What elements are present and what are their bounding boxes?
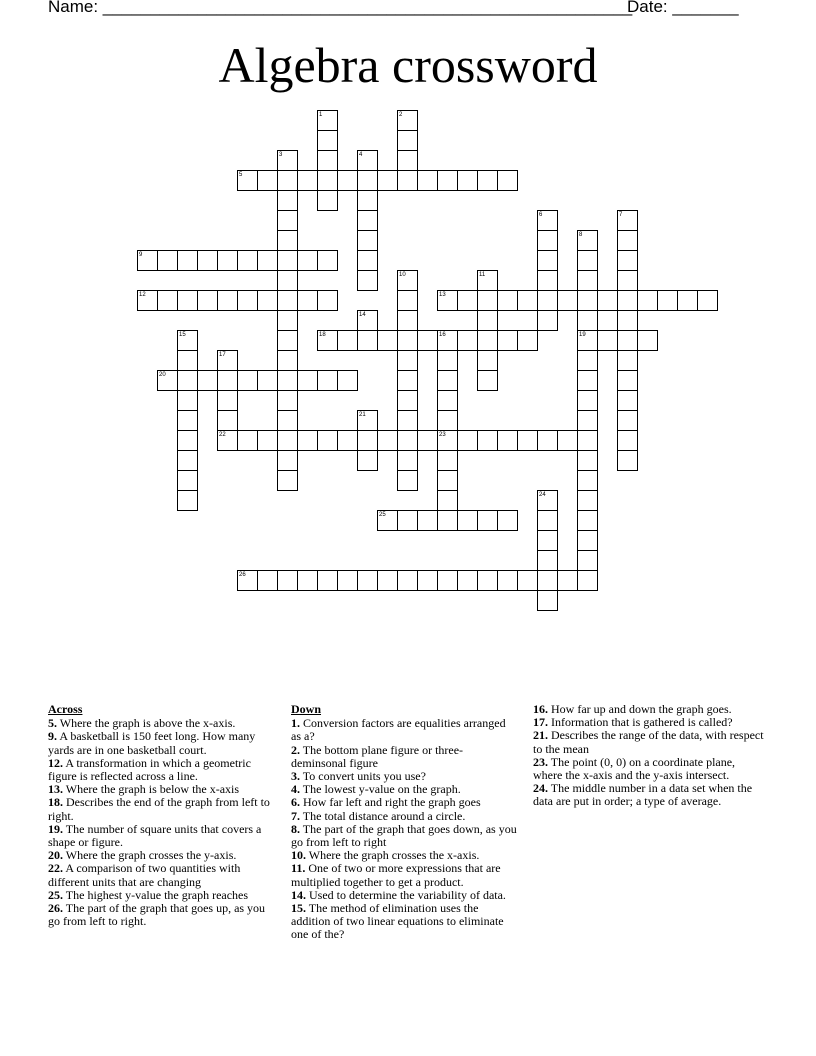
grid-cell[interactable] — [437, 470, 458, 491]
down-heading: Down — [291, 702, 322, 716]
clue-number: 17. — [533, 715, 548, 730]
clue-text: The part of the graph that goes down, as you go from left to right — [291, 821, 517, 850]
grid-cell[interactable] — [277, 570, 298, 591]
clue-item — [291, 823, 517, 849]
grid-cell[interactable] — [357, 190, 378, 211]
clue-number: 5. — [48, 716, 57, 731]
grid-cell[interactable] — [257, 250, 278, 271]
grid-cell[interactable] — [177, 370, 198, 391]
grid-cell[interactable] — [417, 570, 438, 591]
grid-cell[interactable] — [617, 410, 638, 431]
clue-number: 20. — [48, 848, 63, 863]
grid-cell[interactable] — [257, 170, 278, 191]
clue-item — [291, 902, 517, 942]
grid-cell[interactable] — [217, 410, 238, 431]
grid-cell[interactable] — [297, 370, 318, 391]
clue-number: 25. — [48, 887, 63, 902]
grid-cell[interactable] — [577, 290, 598, 311]
grid-cell[interactable] — [277, 370, 298, 391]
grid-cell[interactable] — [577, 430, 598, 451]
clue-number-label: 13 — [439, 292, 446, 298]
clue-number-label: 10 — [399, 272, 406, 278]
grid-cell[interactable] — [477, 330, 498, 351]
grid-cell[interactable] — [377, 330, 398, 351]
clue-text: One of two or more expressions that are multiplied together to get a product. — [291, 861, 501, 889]
across-clues — [48, 703, 280, 928]
grid-cell[interactable] — [217, 290, 238, 311]
clue-number-label: 7 — [619, 212, 623, 218]
grid-cell[interactable] — [317, 190, 338, 211]
grid-cell[interactable] — [617, 430, 638, 451]
clue-number-label: 6 — [539, 212, 543, 218]
grid-cell[interactable] — [357, 430, 378, 451]
grid-cell[interactable] — [577, 570, 598, 591]
grid-cell[interactable] — [457, 430, 478, 451]
grid-cell[interactable] — [557, 430, 578, 451]
clue-item — [48, 823, 280, 849]
grid-cell[interactable] — [637, 290, 658, 311]
grid-cell[interactable] — [177, 410, 198, 431]
grid-cell[interactable] — [537, 230, 558, 251]
clue-text: A comparison of two quantities with different units that are changing — [48, 861, 241, 889]
clue-item — [48, 796, 280, 822]
grid-cell[interactable] — [477, 510, 498, 531]
grid-cell[interactable] — [257, 290, 278, 311]
date-field: Date: _______ — [627, 0, 739, 16]
clue-text: The highest y-value the graph reaches — [63, 887, 249, 902]
grid-cell[interactable] — [677, 290, 698, 311]
grid-cell[interactable] — [457, 570, 478, 591]
grid-cell[interactable] — [177, 290, 198, 311]
grid-cell[interactable] — [377, 570, 398, 591]
clue-item — [533, 782, 765, 808]
grid-cell[interactable] — [397, 370, 418, 391]
grid-cell[interactable] — [297, 170, 318, 191]
grid-cell[interactable] — [477, 350, 498, 371]
grid-cell[interactable] — [297, 290, 318, 311]
grid-cell[interactable] — [577, 250, 598, 271]
grid-cell[interactable] — [497, 430, 518, 451]
clue-number-label: 17 — [219, 352, 226, 358]
across-heading: Across — [48, 702, 83, 716]
grid-cell[interactable] — [557, 290, 578, 311]
clue-number: 22. — [48, 861, 63, 876]
grid-cell[interactable] — [617, 390, 638, 411]
clue-number-label: 19 — [579, 332, 586, 338]
grid-cell[interactable] — [237, 430, 258, 451]
grid-cell[interactable] — [397, 510, 418, 531]
grid-cell[interactable] — [277, 210, 298, 231]
grid-cell[interactable] — [537, 270, 558, 291]
clue-number-label: 21 — [359, 412, 366, 418]
grid-cell[interactable] — [317, 370, 338, 391]
clue-number: 24. — [533, 781, 548, 796]
grid-cell[interactable] — [457, 170, 478, 191]
clue-item — [48, 757, 280, 783]
grid-cell[interactable] — [277, 390, 298, 411]
grid-cell[interactable] — [357, 170, 378, 191]
grid-cell[interactable] — [517, 290, 538, 311]
clue-text: To convert units you use? — [300, 769, 426, 784]
grid-cell[interactable] — [277, 270, 298, 291]
clue-text: The lowest y-value on the graph. — [300, 782, 461, 797]
grid-cell[interactable] — [657, 290, 678, 311]
grid-cell[interactable] — [197, 250, 218, 271]
grid-cell[interactable] — [437, 410, 458, 431]
grid-cell[interactable] — [357, 450, 378, 471]
clue-number: 15. — [291, 901, 306, 916]
clue-number: 11. — [291, 861, 306, 876]
clue-number: 3. — [291, 769, 300, 784]
clue-text: How far up and down the graph goes. — [548, 702, 732, 716]
grid-cell[interactable] — [317, 430, 338, 451]
clue-item — [291, 862, 517, 888]
clue-item — [533, 729, 765, 755]
grid-cell[interactable] — [257, 570, 278, 591]
grid-cell[interactable] — [357, 230, 378, 251]
grid-cell[interactable] — [497, 510, 518, 531]
grid-cell[interactable] — [477, 570, 498, 591]
grid-cell[interactable] — [697, 290, 718, 311]
clue-number-label: 14 — [359, 312, 366, 318]
grid-cell[interactable] — [397, 150, 418, 171]
grid-cell[interactable] — [217, 250, 238, 271]
grid-cell[interactable] — [577, 390, 598, 411]
grid-cell[interactable] — [297, 250, 318, 271]
clue-number: 9. — [48, 729, 57, 744]
clue-text: Where the graph is below the x-axis — [63, 782, 240, 797]
grid-cell[interactable] — [277, 410, 298, 431]
grid-cell[interactable] — [357, 330, 378, 351]
clue-item — [291, 717, 517, 743]
grid-cell[interactable] — [477, 290, 498, 311]
grid-cell[interactable] — [297, 570, 318, 591]
grid-cell[interactable] — [617, 450, 638, 471]
grid-cell[interactable] — [477, 370, 498, 391]
grid-cell[interactable] — [317, 570, 338, 591]
grid-cell[interactable] — [337, 170, 358, 191]
clue-text: The point (0, 0) on a coordinate plane, where the x-axis and the y-axis intersect. — [533, 754, 736, 783]
clue-number-label: 26 — [239, 572, 246, 578]
grid-cell[interactable] — [537, 550, 558, 571]
clue-number: 23. — [533, 754, 548, 769]
grid-cell[interactable] — [157, 250, 178, 271]
grid-cell[interactable] — [437, 370, 458, 391]
grid-cell[interactable] — [297, 430, 318, 451]
grid-cell[interactable] — [457, 290, 478, 311]
grid-cell[interactable] — [277, 290, 298, 311]
clue-number: 2. — [291, 742, 300, 757]
grid-cell[interactable] — [577, 410, 598, 431]
grid-cell[interactable] — [257, 430, 278, 451]
grid-cell[interactable] — [277, 350, 298, 371]
grid-cell[interactable] — [537, 590, 558, 611]
down-clues — [291, 703, 517, 942]
grid-cell[interactable] — [397, 410, 418, 431]
grid-cell[interactable] — [377, 170, 398, 191]
grid-cell[interactable] — [337, 370, 358, 391]
grid-cell[interactable] — [397, 330, 418, 351]
grid-cell[interactable] — [277, 470, 298, 491]
grid-cell[interactable] — [377, 430, 398, 451]
grid-cell[interactable] — [417, 510, 438, 531]
grid-cell[interactable] — [577, 450, 598, 471]
clue-number-label: 4 — [359, 152, 363, 158]
clue-number-label: 18 — [319, 332, 326, 338]
grid-cell[interactable] — [497, 170, 518, 191]
grid-cell[interactable] — [617, 270, 638, 291]
grid-cell[interactable] — [397, 130, 418, 151]
grid-cell[interactable] — [237, 250, 258, 271]
grid-cell[interactable] — [397, 430, 418, 451]
grid-cell[interactable] — [217, 370, 238, 391]
clue-text: The part of the graph that goes up, as you go from left to right. — [48, 901, 266, 929]
grid-cell[interactable] — [637, 330, 658, 351]
clue-number-label: 25 — [379, 512, 386, 518]
grid-cell[interactable] — [417, 430, 438, 451]
clue-text: The total distance around a circle. — [300, 808, 466, 823]
grid-cell[interactable] — [497, 290, 518, 311]
clue-text: Where the graph is above the x-axis. — [57, 716, 236, 731]
grid-cell[interactable] — [537, 250, 558, 271]
grid-cell[interactable] — [517, 430, 538, 451]
clue-number: 13. — [48, 782, 63, 797]
grid-cell[interactable] — [537, 530, 558, 551]
clue-item — [291, 744, 517, 770]
clue-number: 26. — [48, 901, 63, 916]
grid-cell[interactable] — [517, 330, 538, 351]
grid-cell[interactable] — [317, 290, 338, 311]
clue-number: 6. — [291, 795, 300, 810]
grid-cell[interactable] — [177, 350, 198, 371]
clue-number: 7. — [291, 808, 300, 823]
clue-number: 12. — [48, 755, 63, 770]
clue-text: Where the graph crosses the y-axis. — [63, 848, 237, 863]
grid-cell[interactable] — [177, 450, 198, 471]
grid-cell[interactable] — [237, 290, 258, 311]
grid-cell[interactable] — [417, 330, 438, 351]
clue-number: 21. — [533, 728, 548, 743]
grid-cell[interactable] — [617, 290, 638, 311]
grid-cell[interactable] — [577, 270, 598, 291]
grid-cell[interactable] — [277, 310, 298, 331]
grid-cell[interactable] — [317, 150, 338, 171]
grid-cell[interactable] — [397, 570, 418, 591]
grid-cell[interactable] — [397, 310, 418, 331]
clue-number-label: 8 — [579, 232, 583, 238]
grid-cell[interactable] — [157, 290, 178, 311]
grid-cell[interactable] — [477, 170, 498, 191]
grid-cell[interactable] — [177, 250, 198, 271]
grid-cell[interactable] — [197, 370, 218, 391]
clue-number-label: 16 — [439, 332, 446, 338]
clue-text: The bottom plane figure or three-deminsonal figure — [291, 742, 464, 770]
clue-number-label: 12 — [139, 292, 146, 298]
clue-number-label: 1 — [319, 112, 323, 118]
grid-cell[interactable] — [577, 310, 598, 331]
grid-cell[interactable] — [277, 450, 298, 471]
clue-number-label: 15 — [179, 332, 186, 338]
clue-number-label: 20 — [159, 372, 166, 378]
grid-cell[interactable] — [597, 330, 618, 351]
clue-text: Information that is gathered is called? — [548, 715, 733, 730]
grid-cell[interactable] — [397, 470, 418, 491]
grid-cell[interactable] — [357, 570, 378, 591]
clue-text: A basketball is 150 feet long. How many yards are in one basketball court. — [48, 729, 256, 757]
grid-cell[interactable] — [457, 510, 478, 531]
grid-cell[interactable] — [577, 370, 598, 391]
grid-cell[interactable] — [177, 470, 198, 491]
grid-cell[interactable] — [477, 310, 498, 331]
grid-cell[interactable] — [617, 330, 638, 351]
clue-text: Describes the range of the data, with respect to the mean — [533, 728, 764, 756]
clue-number: 8. — [291, 821, 300, 836]
grid-cell[interactable] — [457, 330, 478, 351]
grid-cell[interactable] — [437, 510, 458, 531]
clue-text: The method of elimination uses the addition of two linear equations to eliminate one of the? — [291, 901, 504, 942]
grid-cell[interactable] — [437, 170, 458, 191]
grid-cell[interactable] — [437, 570, 458, 591]
grid-cell[interactable] — [437, 350, 458, 371]
clue-text: A transformation in which a geometric figure is reflected across a line. — [48, 755, 251, 784]
grid-cell[interactable] — [397, 290, 418, 311]
grid-cell[interactable] — [577, 550, 598, 571]
clue-number: 18. — [48, 795, 63, 810]
grid-cell[interactable] — [237, 370, 258, 391]
grid-cell[interactable] — [357, 270, 378, 291]
clue-item — [48, 902, 280, 928]
grid-cell[interactable] — [557, 570, 578, 591]
grid-cell[interactable] — [437, 450, 458, 471]
grid-cell[interactable] — [277, 170, 298, 191]
grid-cell[interactable] — [337, 570, 358, 591]
grid-cell[interactable] — [277, 190, 298, 211]
grid-cell[interactable] — [537, 290, 558, 311]
page-title: Algebra crossword — [218, 37, 598, 93]
grid-cell[interactable] — [617, 250, 638, 271]
grid-cell[interactable] — [337, 330, 358, 351]
clue-number-label: 23 — [439, 432, 446, 438]
grid-cell[interactable] — [537, 430, 558, 451]
grid-cell[interactable] — [577, 470, 598, 491]
clue-number: 19. — [48, 821, 63, 836]
clue-number-label: 9 — [139, 252, 143, 258]
clue-number: 16. — [533, 702, 548, 716]
grid-cell[interactable] — [497, 570, 518, 591]
clue-text: Where the graph crosses the x-axis. — [306, 848, 480, 863]
grid-cell[interactable] — [317, 250, 338, 271]
grid-cell[interactable] — [177, 390, 198, 411]
grid-cell[interactable] — [277, 230, 298, 251]
clue-number-label: 22 — [219, 432, 226, 438]
clue-number: 14. — [291, 887, 306, 902]
grid-cell[interactable] — [577, 490, 598, 511]
grid-cell[interactable] — [397, 450, 418, 471]
clue-text: Used to determine the variability of data. — [306, 887, 506, 902]
grid-cell[interactable] — [617, 230, 638, 251]
grid-cell[interactable] — [357, 250, 378, 271]
grid-cell[interactable] — [397, 170, 418, 191]
grid-cell[interactable] — [337, 430, 358, 451]
grid-cell[interactable] — [437, 390, 458, 411]
grid-cell[interactable] — [357, 210, 378, 231]
grid-cell[interactable] — [437, 490, 458, 511]
grid-cell[interactable] — [477, 430, 498, 451]
grid-cell[interactable] — [177, 490, 198, 511]
clue-item — [48, 862, 280, 888]
grid-cell[interactable] — [397, 350, 418, 371]
grid-cell[interactable] — [537, 310, 558, 331]
grid-cell[interactable] — [317, 170, 338, 191]
grid-cell[interactable] — [597, 290, 618, 311]
grid-cell[interactable] — [497, 330, 518, 351]
grid-cell[interactable] — [517, 570, 538, 591]
grid-cell[interactable] — [257, 370, 278, 391]
grid-cell[interactable] — [617, 350, 638, 371]
grid-cell[interactable] — [577, 510, 598, 531]
down-clues-continued — [533, 703, 765, 809]
clue-item — [533, 756, 765, 782]
grid-cell[interactable] — [277, 250, 298, 271]
grid-cell[interactable] — [617, 310, 638, 331]
clue-text: How far left and right the graph goes — [300, 795, 481, 810]
clue-number-label: 11 — [479, 272, 486, 278]
grid-cell[interactable] — [197, 290, 218, 311]
grid-cell[interactable] — [397, 390, 418, 411]
clue-number-label: 2 — [399, 112, 403, 118]
clue-number: 4. — [291, 782, 300, 797]
clue-number-label: 24 — [539, 492, 546, 498]
grid-cell[interactable] — [577, 350, 598, 371]
grid-cell[interactable] — [277, 330, 298, 351]
clue-number: 1. — [291, 716, 300, 731]
grid-cell[interactable] — [417, 170, 438, 191]
grid-cell[interactable] — [217, 390, 238, 411]
clue-text: The middle number in a data set when the data are put in order; a type of average. — [533, 781, 753, 809]
grid-cell[interactable] — [317, 130, 338, 151]
grid-cell[interactable] — [277, 430, 298, 451]
clue-item — [48, 730, 280, 756]
clue-text: Conversion factors are equalities arranged as a? — [291, 716, 506, 744]
grid-cell[interactable] — [617, 370, 638, 391]
grid-cell[interactable] — [537, 510, 558, 531]
grid-cell[interactable] — [537, 570, 558, 591]
clue-number-label: 5 — [239, 172, 243, 178]
name-field: Name: ________________________________________________________ — [48, 0, 633, 16]
clue-text: The number of square units that covers a shape or figure. — [48, 821, 262, 850]
clue-text: Describes the end of the graph from left to right. — [48, 795, 270, 823]
clue-number: 10. — [291, 848, 306, 863]
grid-cell[interactable] — [577, 530, 598, 551]
grid-cell[interactable] — [177, 430, 198, 451]
clue-number-label: 3 — [279, 152, 283, 158]
